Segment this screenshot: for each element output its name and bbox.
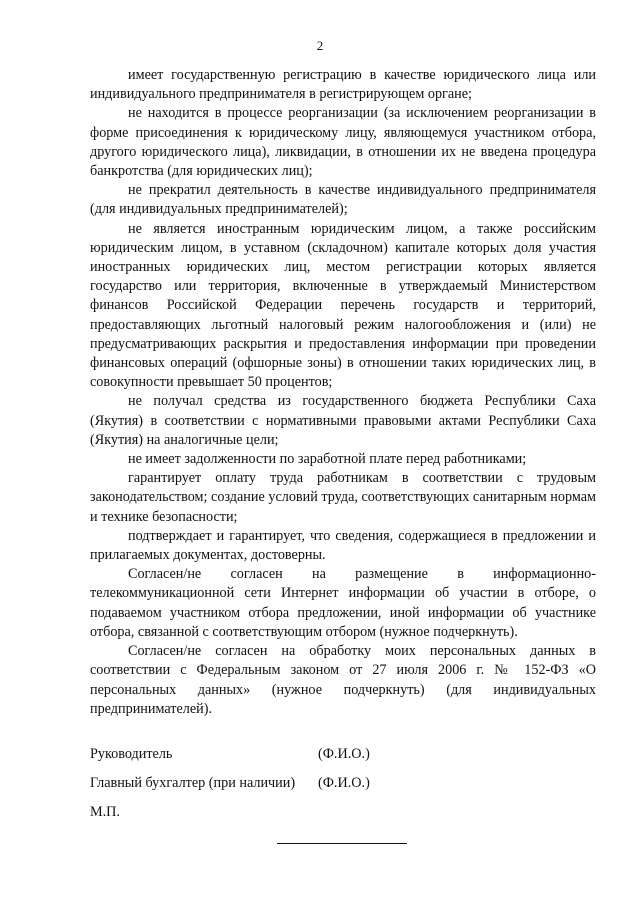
document-body: [90, 66, 596, 719]
paragraph-activity-not-ceased: не прекратил деятельность в качестве индивидуального предпринимателя (для индивидуальных предпринимателей);: [90, 182, 596, 218]
paragraph-consent-personal-data: Согласен/не согласен на обработку моих персональных данных в соответствии с Федеральным законом от 27 июля 2006 г. № 152-ФЗ «О персональных данных» (нужное подчеркнуть) (для индивидуальных предпринимателей).: [90, 643, 596, 717]
paragraph-guarantees-pay: гарантирует оплату труда работникам в соответствии с трудовым законодательством; создание условий труда, соответствующих санитарным нормам и технике безопасности;: [90, 470, 596, 525]
paragraph-no-wage-debt: не имеет задолженности по заработной плате перед работниками;: [128, 451, 527, 468]
signature-line-chief-accountant: [90, 774, 370, 793]
page-number: 2: [316, 38, 324, 53]
paragraph-consent-publication: Согласен/не согласен на размещение в информационно-телекоммуникационной сети Интернет информации об участии в отборе, о подаваемом участником отбора предложении, иной информации об участнике отбора, связанной с соответствующим отбором (нужное подчеркнуть).: [90, 566, 596, 640]
signature-line-director: [90, 745, 370, 764]
paragraph-not-foreign-entity: не является иностранным юридическим лицом, а также российским юридическим лицом, в уставном (складочном) капитале которых доля участия иностранных юридических лиц, местом регистрации которых является государство или территория, включенные в утверждаемый Министерством финансов Российской Федерации перечень государств и территорий, предоставляющих льготный налоговый режим налогообложения и (или) не предусматривающих раскрытия и предоставления информации при проведении финансовых операций (офшорные зоны) в отношении таких юридических лиц, в совокупности превышает 50 процентов;: [90, 220, 596, 391]
closing-rule: [277, 843, 407, 844]
paragraph-state-registration: имеет государственную регистрацию в качестве юридического лица или индивидуального предпринимателя в регистрирующем органе;: [90, 67, 596, 103]
paragraph-no-reorganization: не находится в процессе реорганизации (за исключением реорганизации в форме присоединения к юридическому лицу, являющемуся участником отбора, другого юридического лица), ликвидации, в отношении их не введена процедура банкротства (для юридических лиц);: [90, 105, 596, 180]
signature-line-seal: [90, 803, 318, 822]
signature-label: Руководитель: [90, 746, 173, 762]
signature-fio: (Ф.И.О.): [318, 775, 370, 791]
paragraph-confirms-accuracy: подтверждает и гарантирует, что сведения, содержащиеся в предложении и прилагаемых документах, достоверны.: [90, 527, 596, 564]
signature-label: Главный бухгалтер (при наличии): [90, 775, 296, 791]
signature-fio: (Ф.И.О.): [318, 746, 370, 762]
paragraph-no-budget-funds: не получал средства из государственного бюджета Республики Саха (Якутия) в соответствии с нормативными правовыми актами Республики Саха (Якутия) на аналогичные цели;: [90, 393, 596, 448]
signature-label: М.П.: [90, 804, 120, 820]
